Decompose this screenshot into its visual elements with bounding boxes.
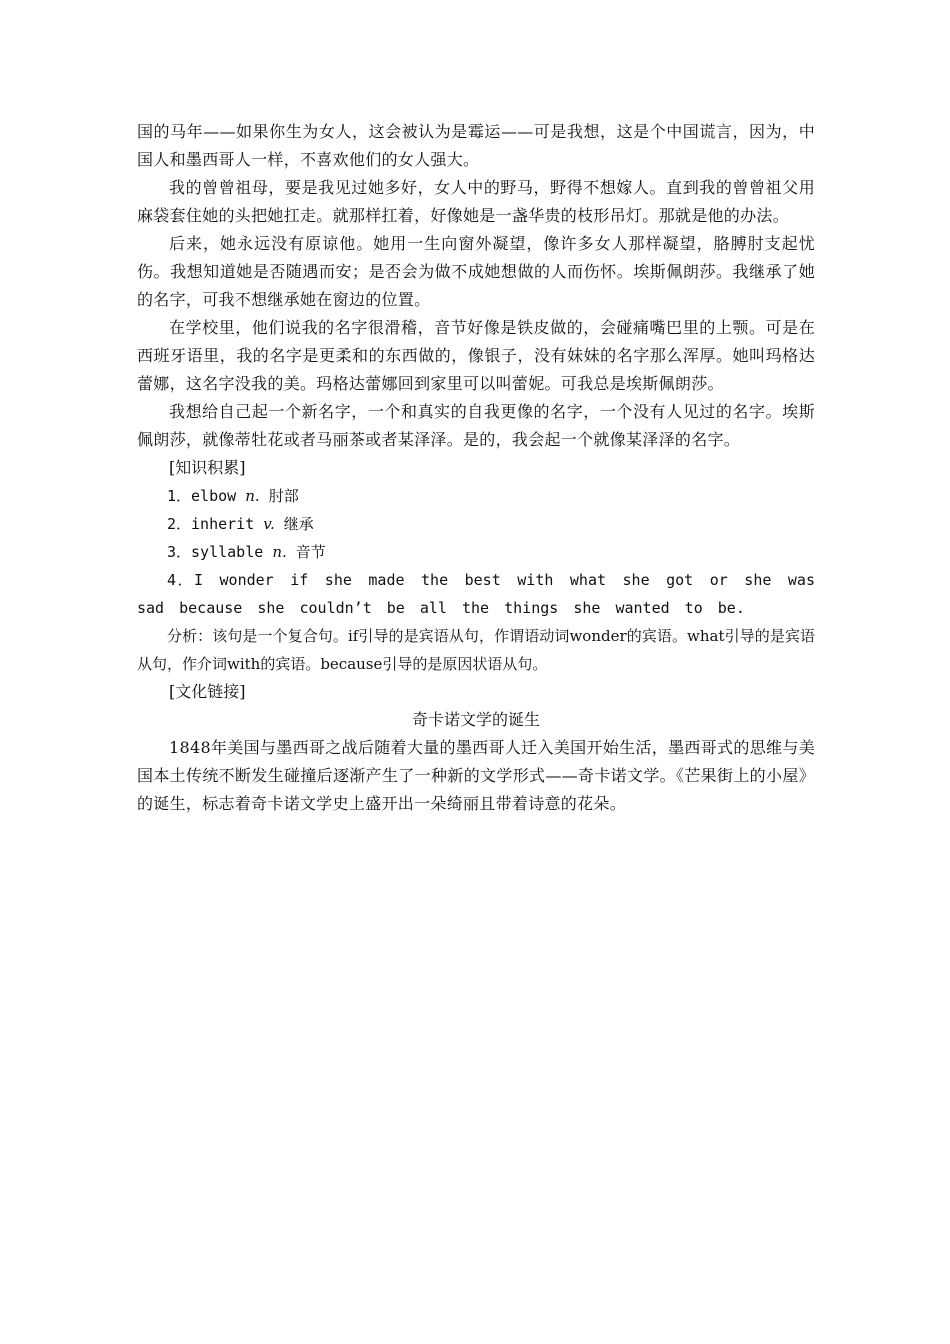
story-paragraph-4: 在学校里，他们说我的名字很滑稽，音节好像是铁皮做的，会碰痛嘴巴里的上颚。可是在西班牙语里，我的名字是更柔和的东西做的，像银子，没有妹妹的名字那么浑厚。她叫玛格达蕾娜，这名字没我的美。玛格达蕾娜回到家里可以叫蕾妮。可我总是埃斯佩朗莎。 [137, 318, 815, 393]
vocab-word: syllable [191, 543, 264, 561]
vocab-word: inherit [191, 515, 255, 533]
culture-title: 奇卡诺文学的诞生 [411, 710, 540, 729]
culture-paragraph: 1848年美国与墨西哥之战后随着大量的墨西哥人迁入美国开始生活，墨西哥式的思维与美国本土传统不断发生碰撞后逐渐产生了一种新的文学形式——奇卡诺文学。《芒果街上的小屋》的诞生，标志着奇卡诺文学史上盛开出一朵绮丽且带着诗意的花朵。 [137, 738, 815, 813]
vocab-item [137, 482, 815, 510]
story-paragraph-5: 我想给自己起一个新名字，一个和真实的自我更像的名字，一个没有人见过的名字。埃斯佩朗莎，就像蒂牡花或者马丽茶或者某泽泽。是的，我会起一个就像某泽泽的名字。 [137, 402, 815, 449]
vocab-meaning: 肘部 [268, 487, 299, 505]
story-paragraph-2: 我的曾曾祖母，要是我见过她多好，女人中的野马，野得不想嫁人。直到我的曾曾祖父用麻袋套住她的头把她扛走。就那样扛着，好像她是一盏华贵的枝形吊灯。那就是他的办法。 [137, 178, 815, 225]
knowledge-section-label: [知识积累] [169, 458, 246, 477]
example-sentence: 4．I wonder if she made the best with what she got or she was sad because she couldn’t be all the things she wanted to be. [137, 571, 815, 617]
story-paragraph-1: 国的马年——如果你生为女人，这会被认为是霉运——可是我想，这是个中国谎言，因为，中国人和墨西哥人一样，不喜欢他们的女人强大。 [137, 122, 815, 169]
vocab-pos: v. [263, 515, 275, 533]
culture-section-label: [文化链接] [169, 682, 246, 701]
vocab-item [137, 510, 815, 538]
vocab-number: 3． [167, 543, 192, 561]
vocab-number: 2． [167, 515, 192, 533]
vocab-item [137, 538, 815, 566]
vocab-word: elbow [191, 487, 237, 505]
vocab-meaning: 继承 [283, 515, 314, 533]
sentence-analysis: 分析：该句是一个复合句。if引导的是宾语从句，作谓语动词wonder的宾语。what引导的是宾语从句，作介词with的宾语。because引导的是原因状语从句。 [137, 627, 815, 673]
vocab-pos: n. [245, 487, 260, 505]
story-paragraph-3: 后来，她永远没有原谅他。她用一生向窗外凝望，像许多女人那样凝望，胳膊肘支起忧伤。我想知道她是否随遇而安；是否会为做不成她想做的人而伤怀。埃斯佩朗莎。我继承了她的名字，可我不想继承她在窗边的位置。 [137, 234, 815, 309]
vocab-number: 1． [167, 487, 192, 505]
vocab-meaning: 音节 [295, 543, 326, 561]
vocab-pos: n. [272, 543, 287, 561]
document-page [137, 118, 815, 818]
